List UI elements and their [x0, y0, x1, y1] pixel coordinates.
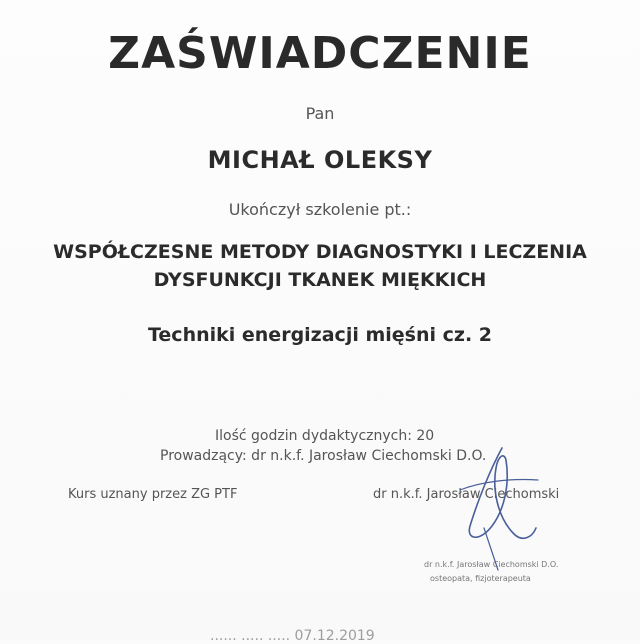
completed-text: Ukończył szkolenie pt.:	[228, 200, 412, 219]
footer-date-partial: ...... ..... ..... 07.12.2019	[210, 628, 375, 644]
lecturer-text: Prowadzący: dr n.k.f. Jarosław Ciechomski D.O.	[160, 448, 487, 464]
stamp-line1: dr n.k.f. Jarosław Ciechomski D.O.	[424, 560, 559, 569]
module-title: Techniki energizacji mięśni cz. 2	[147, 324, 492, 346]
hours-text: Ilość godzin dydaktycznych: 20	[215, 428, 435, 444]
course-title	[0, 238, 640, 294]
certificate-title: ZAŚWIADCZENIE	[108, 28, 532, 79]
recipient-name: MICHAŁ OLEKSY	[207, 146, 433, 174]
recognized-text: Kurs uznany przez ZG PTF	[68, 487, 238, 502]
salutation: Pan	[305, 104, 335, 123]
signer-name: dr n.k.f. Jarosław Ciechomski	[373, 487, 560, 502]
signature-icon	[440, 430, 550, 580]
course-title-line2: DYSFUNKCJI TKANEK MIĘKKICH	[153, 269, 487, 291]
course-title-line1: WSPÓŁCZESNE METODY DIAGNOSTYKI I LECZENIA	[53, 241, 587, 263]
stamp-line2: osteopata, fizjoterapeuta	[430, 574, 531, 583]
